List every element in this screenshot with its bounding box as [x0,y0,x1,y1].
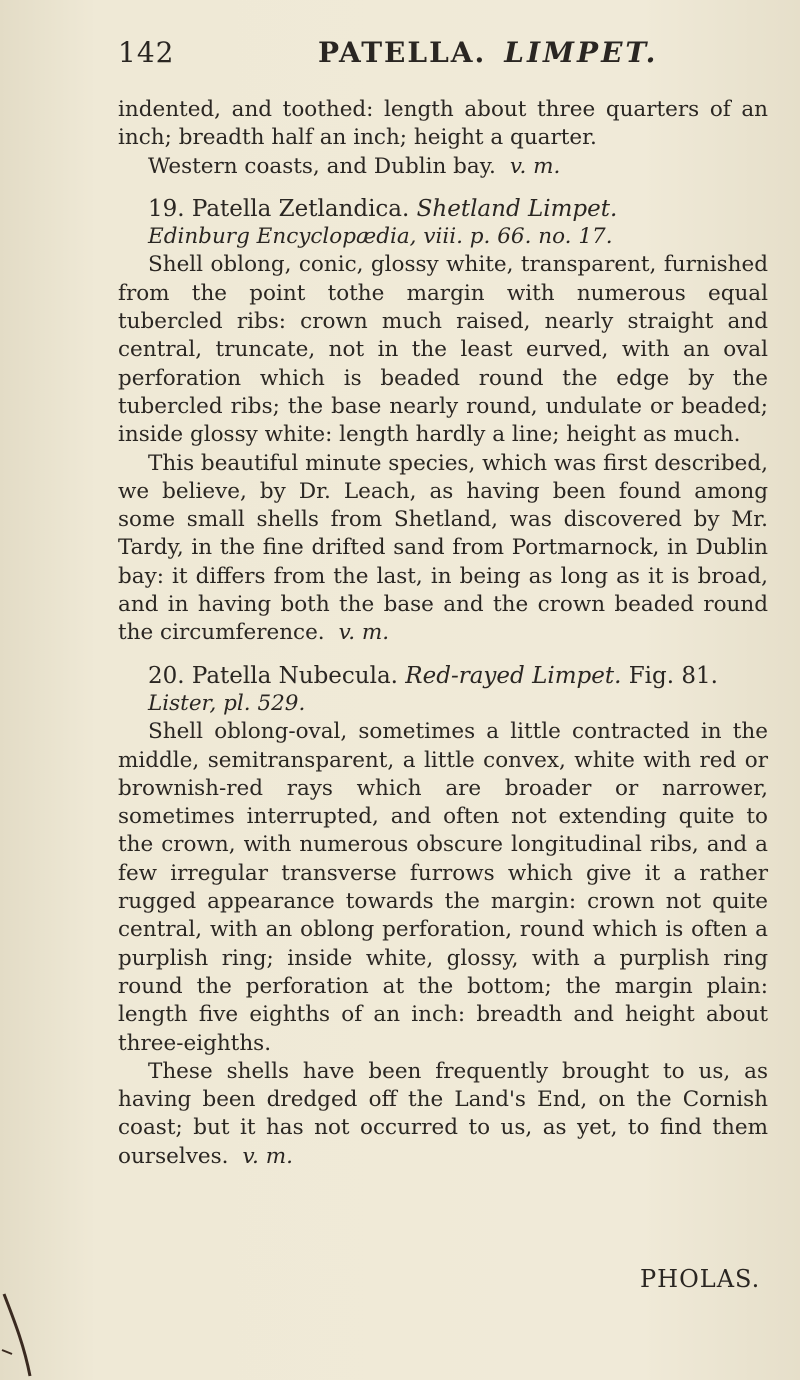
running-title-genus: PATELLA. [318,36,487,69]
entry-20-heading [118,662,768,690]
running-title-common: LIMPET. [504,36,659,69]
continued-locality: Western coasts, and Dublin bay. [148,153,496,179]
body-text [118,96,768,1171]
entry-19-description: Shell oblong, conic, glossy white, transparent, furnished from the point tothe margin with numerous equal tubercled ribs: crown much raised, nearly straight and central, truncate, not in the least eurved, with an oval perforation which is beaded round the edge by the tubercled ribs; the base nearly round, undulate or beaded; inside glossy white: length hardly a line; height as much. [118,252,768,448]
entry-20-reference: Lister, pl. 529. [148,690,306,716]
running-header [118,30,738,74]
continued-vm: v. m. [509,153,561,179]
entry-19-vm: v. m. [338,620,390,646]
entry-19-common-name: Shetland Limpet. [416,195,618,222]
entry-19-heading [118,195,768,223]
entry-20-remark: These shells have been frequently brought to us, as having been dredged off the Land's End, on the Cornish coast; but it has not occurred to us, as yet, to find them ourselves. [118,1058,768,1169]
continued-locality-line [118,153,768,181]
entry-20-figure: Fig. 81. [628,662,718,689]
page-number: 142 [118,36,175,69]
entry-20-vm: v. m. [242,1143,293,1169]
entry-19-remark-paragraph [118,450,768,648]
entry-20-remark-paragraph [118,1058,768,1171]
running-title [318,36,658,69]
catchword: PHOLAS. [640,1265,761,1293]
continued-paragraph [118,96,768,153]
entry-20-description: Shell oblong-oval, sometimes a little contracted in the middle, semitransparent, a little convex, white with red or brownish-red rays which are broader or narrower, sometimes interrupted, and often not extending quite to the crown, with numerous obscure longitudinal ribs, and a few irregular transverse furrows which give it a rather rugged appearance towards the margin: crown not quite central, with an oblong perforation, round which is often a purplish ring; inside white, glossy, with a purplish ring round the perforation at the bottom; the margin plain: length five eighths of an inch: breadth and height about three-eighths. [118,719,768,1056]
entry-20-common-name: Red-rayed Limpet. [405,662,622,689]
entry-20-name: 20. Patella Nubecula. [148,662,398,689]
continued-text: indented, and toothed: length about three quarters of an inch; breadth half an inch; height a quarter. [118,97,768,151]
entry-19-remark: This beautiful minute species, which was first described, we believe, by Dr. Leach, as having been found among some small shells from Shetland, was discovered by Mr. Tardy, in the fine drifted sand from Portmarnock, in Dublin bay: it differs from the last, in being as long as it is broad, and in having both the base and the crown beaded round the circumference. [118,450,768,646]
entry-19-reference: Edinburg Encyclopædia, viii. p. 66. no. 17. [148,224,613,250]
margin-ink-mark [0,1290,40,1380]
entry-19-name: 19. Patella Zetlandica. [148,195,410,222]
